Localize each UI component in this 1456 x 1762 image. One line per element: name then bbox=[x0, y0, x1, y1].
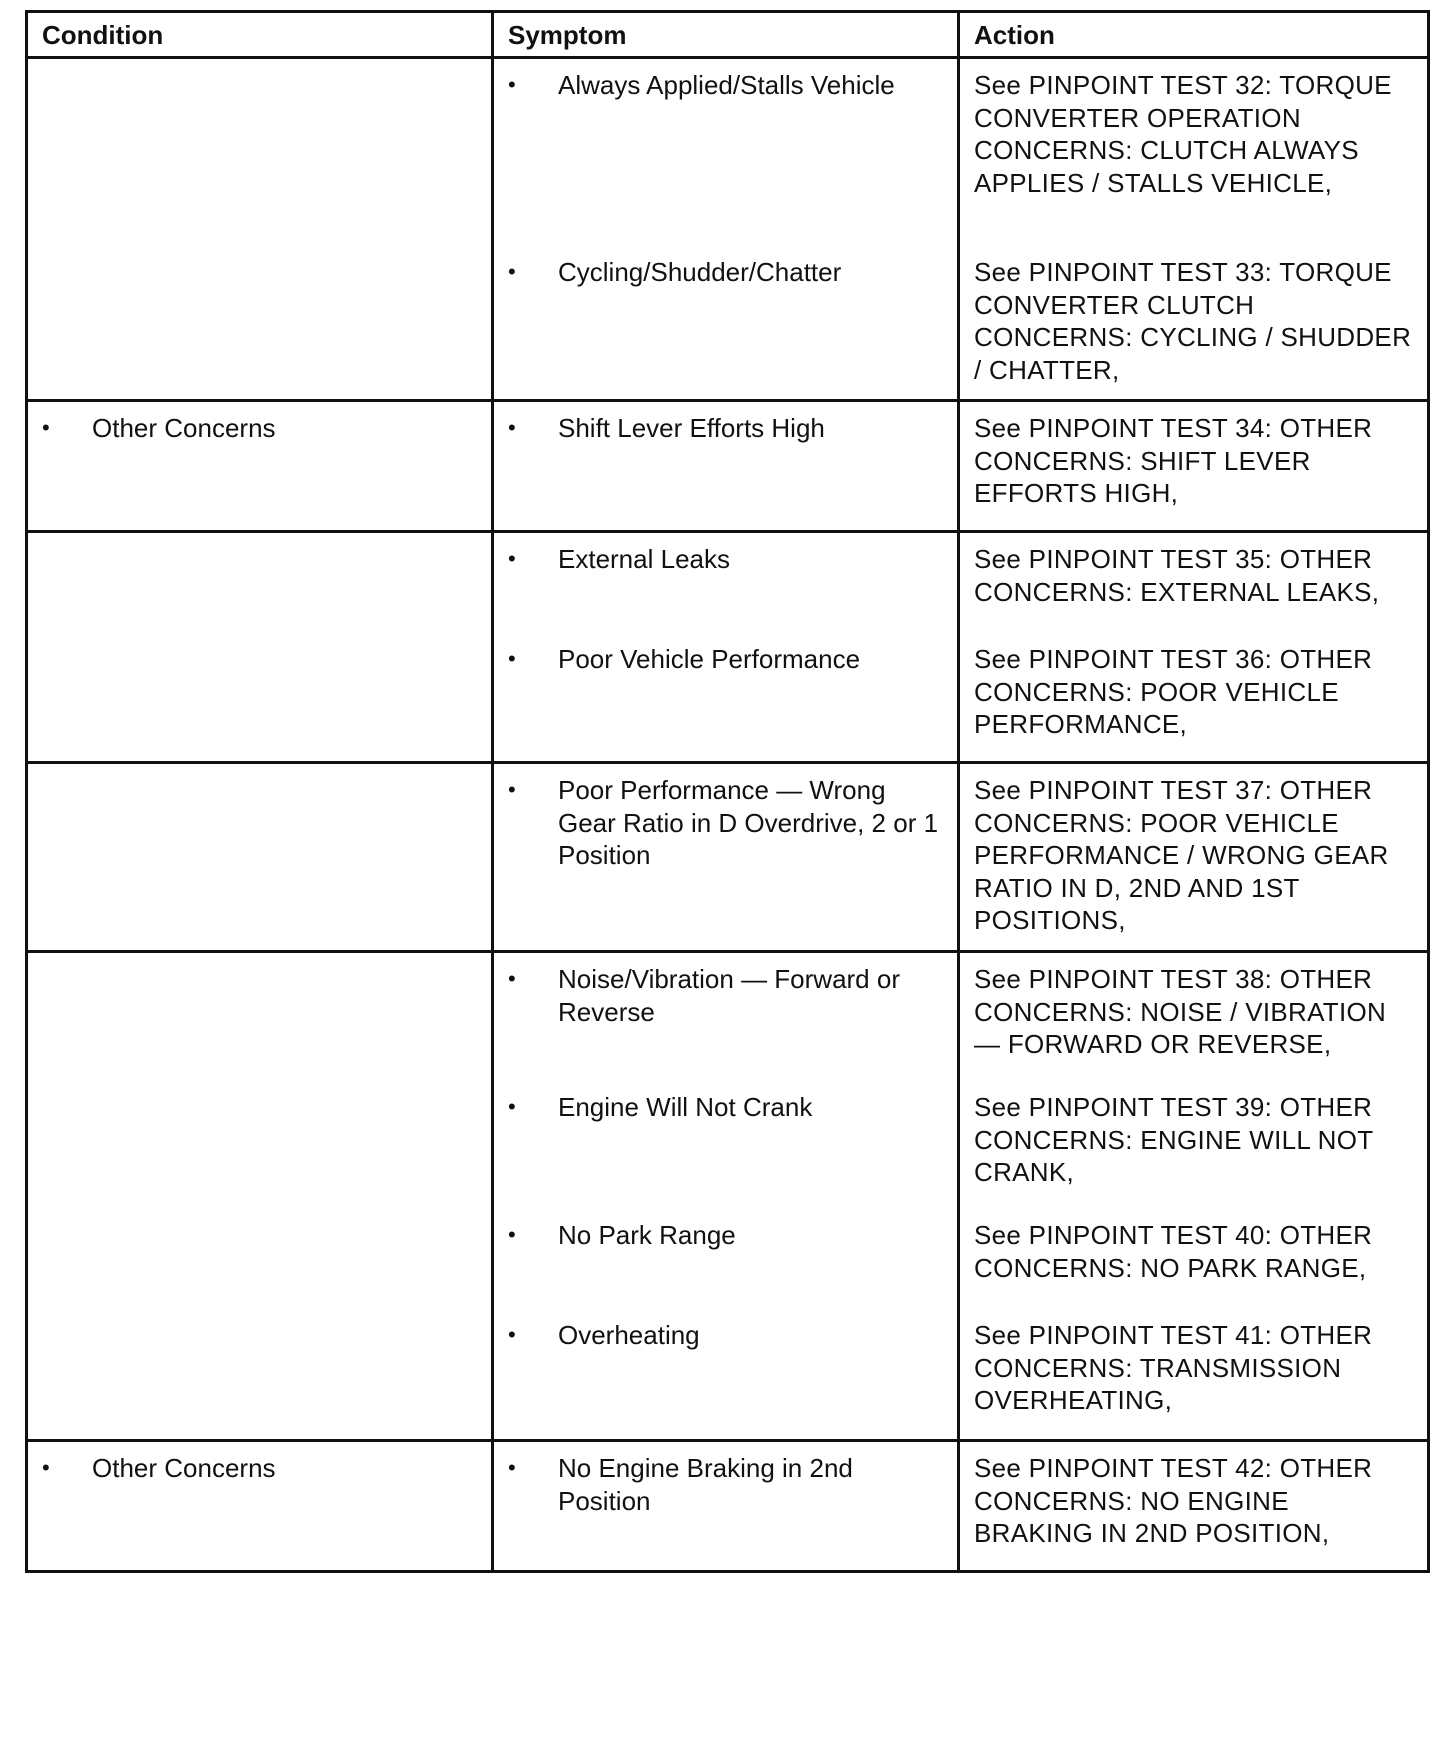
condition-cell bbox=[27, 952, 493, 1441]
bullet-icon: • bbox=[508, 1094, 516, 1119]
action-text: See PINPOINT TEST 33: TORQUE CONVERTER CLUTCH CONCERNS: CYCLING / SHUDDER / CHATTER, bbox=[974, 257, 1412, 385]
bullet-icon: • bbox=[42, 1455, 50, 1480]
action-text: See PINPOINT TEST 34: OTHER CONCERNS: SHIFT LEVER EFFORTS HIGH, bbox=[974, 413, 1373, 508]
action-text: See PINPOINT TEST 38: OTHER CONCERNS: NOISE / VIBRATION — FORWARD OR REVERSE, bbox=[974, 964, 1387, 1059]
condition-cell bbox=[27, 58, 493, 401]
bullet-icon: • bbox=[508, 72, 516, 97]
bullet-icon: • bbox=[508, 259, 516, 284]
header-condition: Condition bbox=[27, 12, 493, 58]
symptom-text: External Leaks bbox=[558, 544, 730, 574]
bullet-icon: • bbox=[508, 646, 516, 671]
action-cell bbox=[959, 1441, 1429, 1572]
symptom-item bbox=[508, 543, 943, 643]
action-text: See PINPOINT TEST 37: OTHER CONCERNS: POOR VEHICLE PERFORMANCE / WRONG GEAR RATIO IN D, 2ND AND 1ST POSITIONS, bbox=[974, 775, 1389, 935]
symptom-cell bbox=[493, 401, 959, 532]
symptom-text: Noise/Vibration — Forward or Reverse bbox=[558, 964, 900, 1027]
symptom-text: Shift Lever Efforts High bbox=[558, 413, 825, 443]
condition-cell bbox=[27, 763, 493, 952]
table-row bbox=[27, 401, 1429, 532]
action-text: See PINPOINT TEST 35: OTHER CONCERNS: EXTERNAL LEAKS, bbox=[974, 544, 1380, 607]
action-text: See PINPOINT TEST 32: TORQUE CONVERTER OPERATION CONCERNS: CLUTCH ALWAYS APPLIES / STALLS VEHICLE, bbox=[974, 70, 1392, 198]
action-cell bbox=[959, 763, 1429, 952]
table-row bbox=[27, 763, 1429, 952]
symptom-item bbox=[508, 1319, 943, 1439]
symptom-text: No Engine Braking in 2nd Position bbox=[558, 1453, 853, 1516]
symptom-cell bbox=[493, 952, 959, 1441]
symptom-text: Poor Vehicle Performance bbox=[558, 644, 861, 674]
action-text: See PINPOINT TEST 41: OTHER CONCERNS: TRANSMISSION OVERHEATING, bbox=[974, 1320, 1373, 1415]
symptom-text: Overheating bbox=[558, 1320, 700, 1350]
symptom-cell bbox=[493, 1441, 959, 1572]
symptom-item bbox=[508, 256, 943, 396]
symptom-item bbox=[508, 774, 943, 950]
condition-text: Other Concerns bbox=[92, 1453, 276, 1483]
action-cell bbox=[959, 58, 1429, 401]
symptom-item bbox=[508, 1219, 943, 1319]
symptom-text: Engine Will Not Crank bbox=[558, 1092, 813, 1122]
table-row bbox=[27, 952, 1429, 1441]
symptom-cell bbox=[493, 763, 959, 952]
bullet-icon: • bbox=[508, 777, 516, 802]
bullet-icon: • bbox=[508, 1222, 516, 1247]
symptom-text: Always Applied/Stalls Vehicle bbox=[558, 70, 895, 100]
bullet-icon: • bbox=[42, 415, 50, 440]
condition-cell bbox=[27, 532, 493, 763]
table-row bbox=[27, 58, 1429, 401]
symptom-cell bbox=[493, 58, 959, 401]
action-text: See PINPOINT TEST 40: OTHER CONCERNS: NO PARK RANGE, bbox=[974, 1220, 1373, 1283]
condition-text: Other Concerns bbox=[92, 413, 276, 443]
table-row bbox=[27, 1441, 1429, 1572]
symptom-item bbox=[508, 963, 943, 1091]
header-row bbox=[27, 12, 1429, 58]
symptom-item bbox=[508, 1452, 943, 1570]
symptom-item bbox=[508, 69, 943, 256]
symptom-text: No Park Range bbox=[558, 1220, 736, 1250]
condition-item bbox=[42, 1452, 477, 1485]
action-cell bbox=[959, 532, 1429, 763]
symptom-item bbox=[508, 412, 943, 530]
header-action: Action bbox=[959, 12, 1429, 58]
action-cell bbox=[959, 401, 1429, 532]
condition-cell bbox=[27, 401, 493, 532]
table-row bbox=[27, 532, 1429, 763]
header-symptom: Symptom bbox=[493, 12, 959, 58]
action-cell bbox=[959, 952, 1429, 1441]
bullet-icon: • bbox=[508, 546, 516, 571]
condition-cell bbox=[27, 1441, 493, 1572]
action-text: See PINPOINT TEST 36: OTHER CONCERNS: POOR VEHICLE PERFORMANCE, bbox=[974, 644, 1373, 739]
diagnostic-table-page bbox=[25, 10, 1427, 1745]
bullet-icon: • bbox=[508, 1322, 516, 1347]
symptom-text: Cycling/Shudder/Chatter bbox=[558, 257, 842, 287]
diagnostic-table bbox=[25, 10, 1430, 1573]
symptom-cell bbox=[493, 532, 959, 763]
condition-item bbox=[42, 412, 477, 445]
bullet-icon: • bbox=[508, 1455, 516, 1480]
symptom-item bbox=[508, 643, 943, 761]
action-text: See PINPOINT TEST 42: OTHER CONCERNS: NO ENGINE BRAKING IN 2ND POSITION, bbox=[974, 1453, 1373, 1548]
symptom-text: Poor Performance — Wrong Gear Ratio in D Overdrive, 2 or 1 Position bbox=[558, 775, 939, 870]
action-text: See PINPOINT TEST 39: OTHER CONCERNS: ENGINE WILL NOT CRANK, bbox=[974, 1092, 1373, 1187]
bullet-icon: • bbox=[508, 415, 516, 440]
symptom-item bbox=[508, 1091, 943, 1219]
bullet-icon: • bbox=[508, 966, 516, 991]
